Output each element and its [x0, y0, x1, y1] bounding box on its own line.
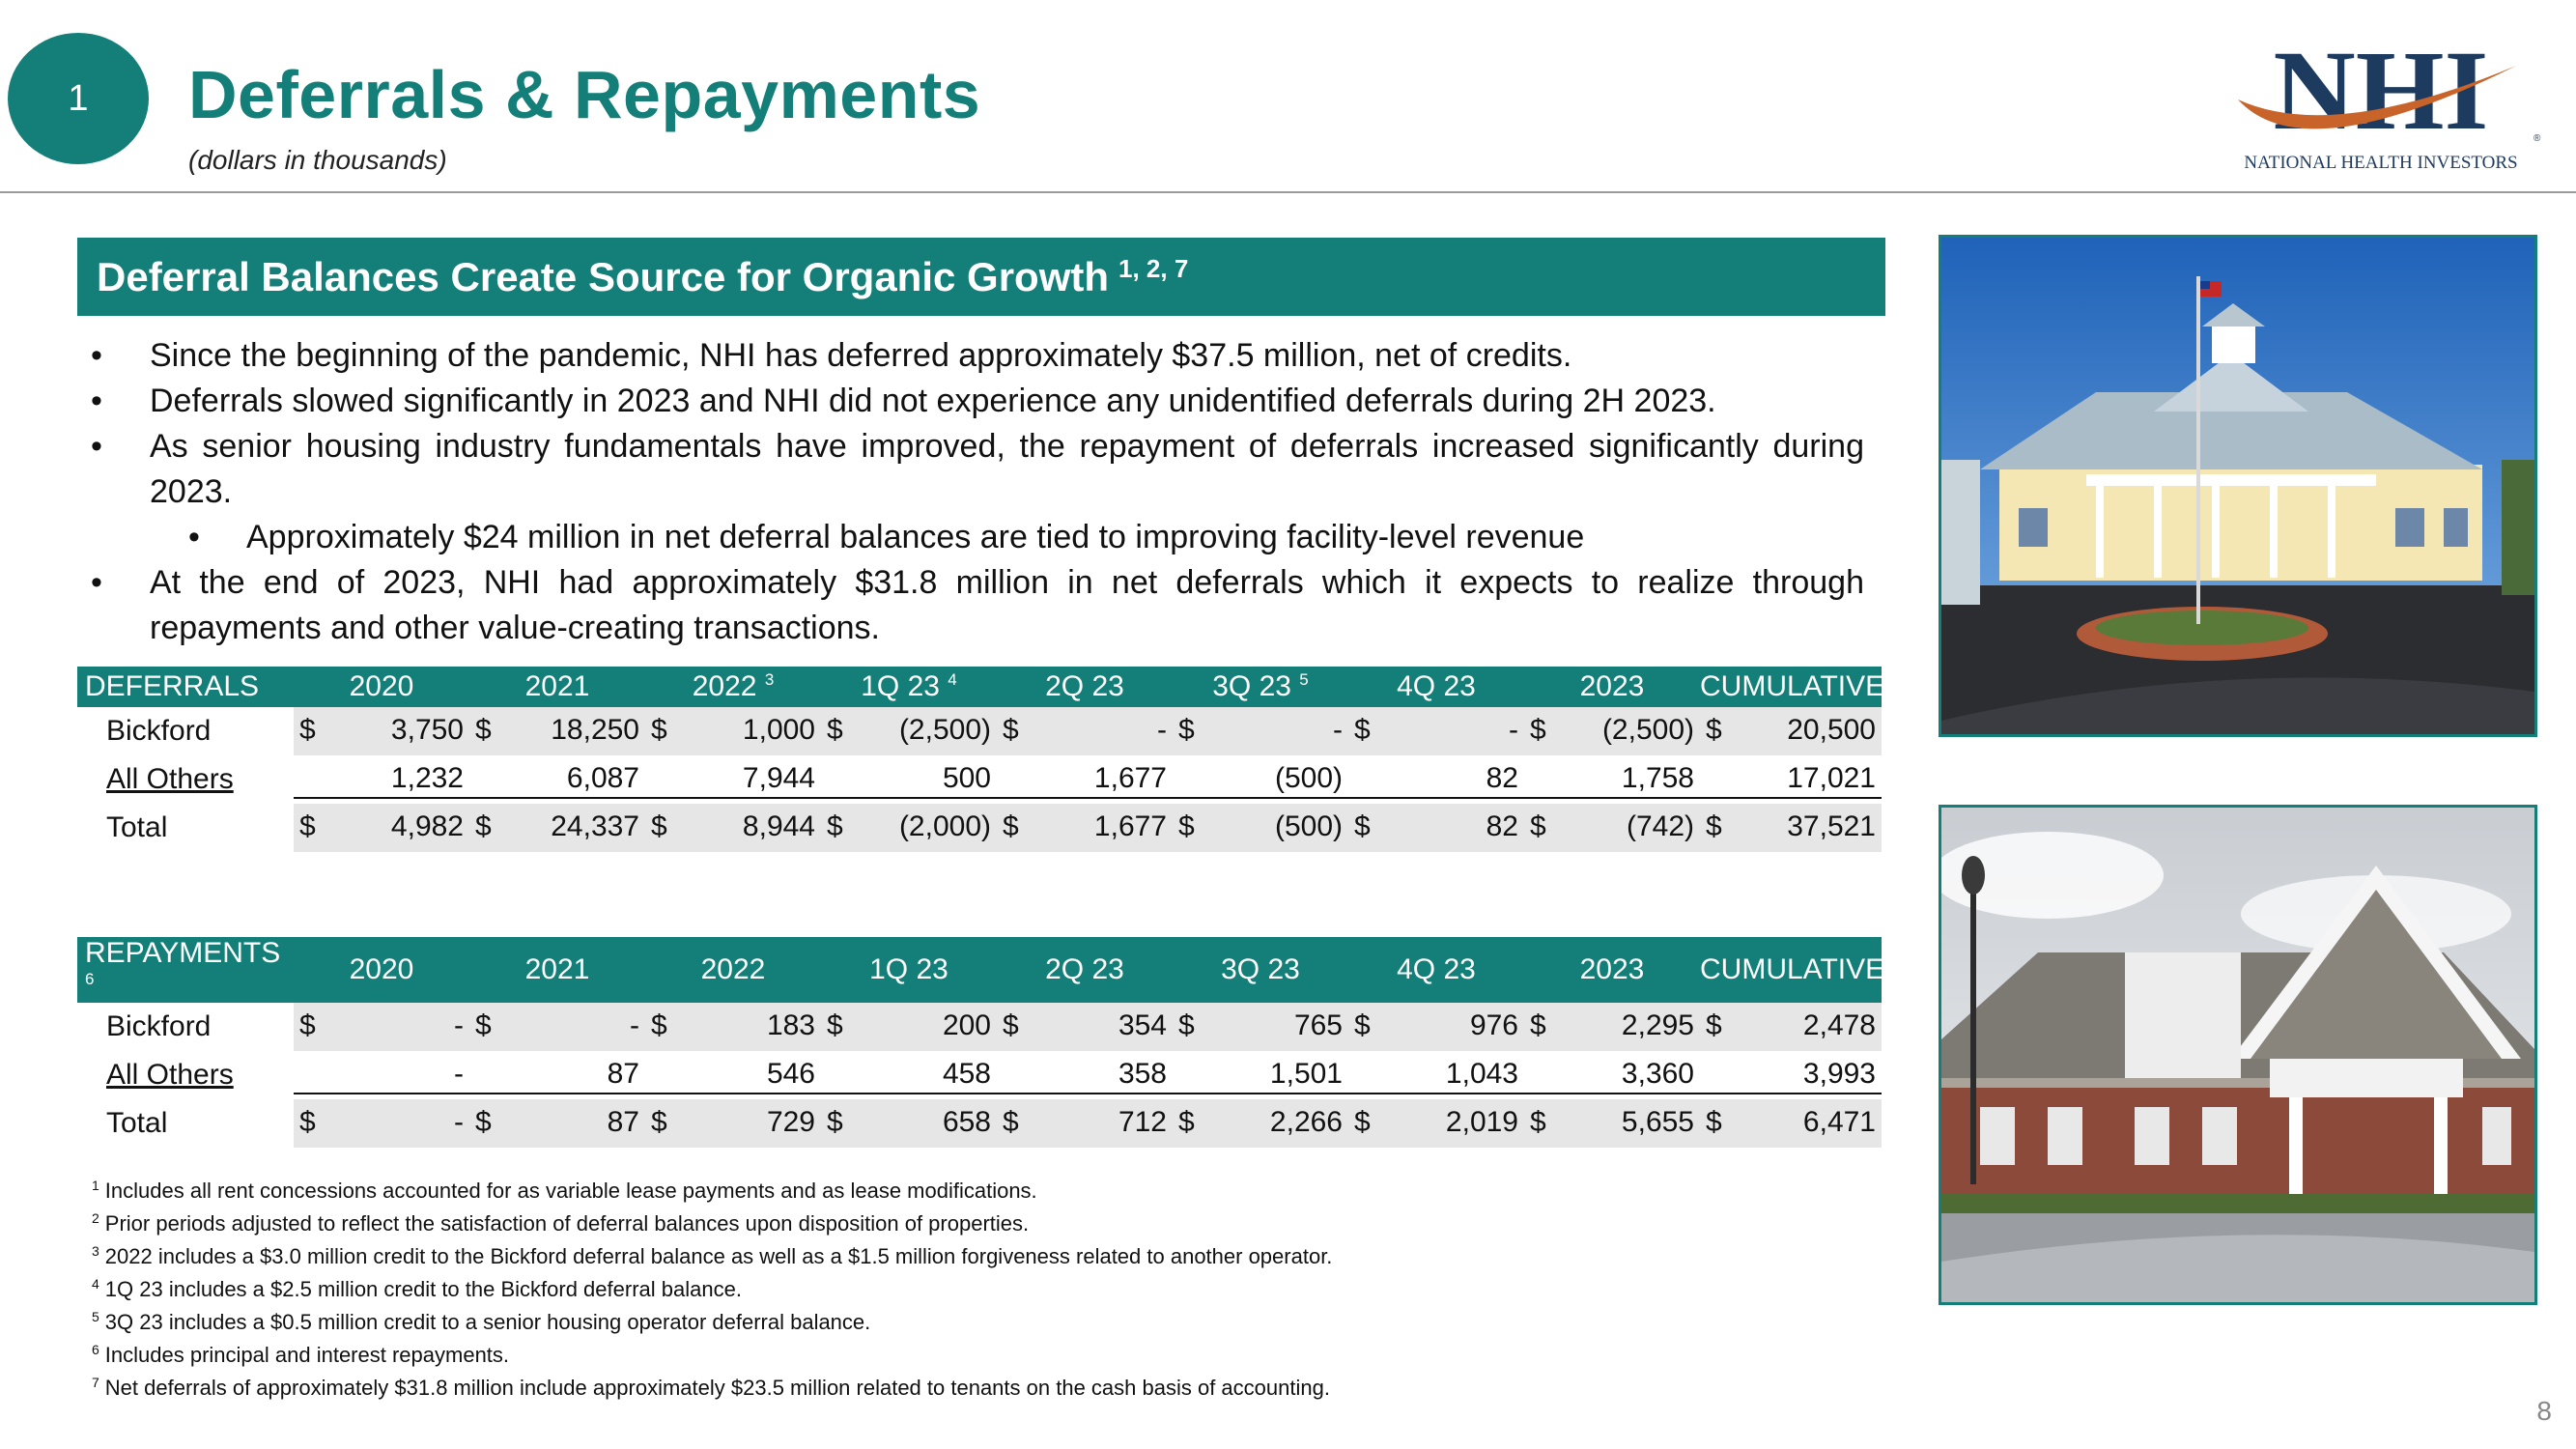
- cell-value: (2,000): [898, 810, 991, 842]
- col-header: 2020: [294, 667, 469, 707]
- value-cell: [821, 1099, 997, 1148]
- bullet-glyph: •: [91, 383, 102, 419]
- value-cell: [997, 755, 1173, 804]
- col-header: 2Q 23: [997, 667, 1173, 707]
- value-cell: [294, 804, 469, 852]
- header-divider: [0, 191, 2576, 193]
- currency-symbol: $: [827, 1106, 843, 1138]
- value-cell: [821, 1051, 997, 1099]
- currency-symbol: $: [1178, 1106, 1195, 1138]
- value-cell: [1700, 1099, 1882, 1148]
- currency-symbol: $: [299, 714, 316, 746]
- logo-letters: NHI: [2273, 27, 2489, 154]
- value-cell: [1524, 755, 1700, 804]
- cell-value: 458: [942, 1058, 991, 1090]
- cell-value: 6,087: [566, 762, 639, 794]
- footnote-number: 3: [92, 1242, 99, 1259]
- bullet-text: At the end of 2023, NHI had approximately $31.8 million in net deferrals which it expects to realize through repayments and other value-creating transactions.: [150, 564, 1864, 646]
- value-cell: [1700, 1051, 1882, 1099]
- deferrals-table: [77, 667, 1885, 852]
- row-label-text: Bickford: [106, 715, 212, 747]
- value-cell: [1348, 1051, 1524, 1099]
- footnote-text: 1Q 23 includes a $2.5 million credit to the Bickford deferral balance.: [104, 1277, 742, 1301]
- bullet-glyph: •: [91, 337, 102, 374]
- currency-symbol: $: [1706, 714, 1722, 746]
- currency-symbol: $: [475, 714, 492, 746]
- row-label-text: All Others: [106, 1059, 234, 1091]
- deferrals-row: [77, 707, 1882, 755]
- footnote-number: 2: [92, 1209, 99, 1226]
- cell-value: 2,295: [1621, 1009, 1694, 1041]
- page-subtitle: (dollars in thousands): [188, 145, 447, 175]
- value-cell: [645, 1051, 821, 1099]
- cell-value: 1,501: [1269, 1058, 1343, 1090]
- cell-value: (2,500): [898, 714, 991, 746]
- value-cell: [1173, 1099, 1348, 1148]
- currency-symbol: $: [299, 1009, 316, 1041]
- cell-value: 4,982: [390, 810, 464, 842]
- cell-value: 1,677: [1093, 762, 1167, 794]
- col-header: 2023: [1524, 667, 1700, 707]
- currency-symbol: $: [299, 810, 316, 842]
- footnote-text: Prior periods adjusted to reflect the satisfaction of deferral balances upon disposition of properties.: [104, 1211, 1030, 1236]
- footnote-text: Net deferrals of approximately $31.8 million include approximately $23.5 million related to tenants on the cash basis of accounting.: [104, 1376, 1330, 1400]
- row-label: [77, 755, 294, 804]
- value-cell: [294, 1003, 469, 1051]
- currency-symbol: $: [1354, 714, 1371, 746]
- footnote-text: 3Q 23 includes a $0.5 million credit to a senior housing operator deferral balance.: [104, 1310, 871, 1334]
- value-cell: [821, 1003, 997, 1051]
- cell-value: (500): [1274, 810, 1343, 842]
- row-label-text: Total: [106, 1107, 168, 1139]
- cell-value: -: [454, 1106, 464, 1138]
- bullet-text: Deferrals slowed significantly in 2023 and NHI did not experience any unidentified deferrals during 2H 2023.: [150, 383, 1716, 419]
- value-cell: [645, 1003, 821, 1051]
- cell-value: 500: [942, 762, 991, 794]
- value-cell: [997, 1003, 1173, 1051]
- value-cell: [1524, 1051, 1700, 1099]
- cell-value: 2,019: [1445, 1106, 1518, 1138]
- value-cell: [1173, 804, 1348, 852]
- facility-photo-1: [1939, 235, 2537, 737]
- value-cell: [821, 804, 997, 852]
- bullet-text: As senior housing industry fundamentals have improved, the repayment of deferrals increased significantly during 2023.: [150, 428, 1864, 510]
- currency-symbol: $: [827, 714, 843, 746]
- cell-value: -: [1157, 714, 1167, 746]
- currency-symbol: $: [1530, 1106, 1546, 1138]
- cell-value: -: [1509, 714, 1518, 746]
- currency-symbol: $: [1530, 1009, 1546, 1041]
- row-label: [77, 1003, 294, 1051]
- value-cell: [1173, 1051, 1348, 1099]
- value-cell: [997, 1099, 1173, 1148]
- bullet-item: [77, 379, 1864, 424]
- value-cell: [294, 1099, 469, 1148]
- currency-symbol: $: [1706, 1106, 1722, 1138]
- value-cell: [1524, 1099, 1700, 1148]
- value-cell: [1700, 1003, 1882, 1051]
- footnote: [92, 1208, 1332, 1240]
- footnote-number: 4: [92, 1275, 99, 1292]
- cell-value: 5,655: [1621, 1106, 1694, 1138]
- value-cell: [469, 1003, 645, 1051]
- row-label-text: Total: [106, 811, 168, 843]
- cell-value: 354: [1118, 1009, 1167, 1041]
- currency-symbol: $: [1354, 810, 1371, 842]
- value-cell: [1348, 755, 1524, 804]
- cell-value: (500): [1274, 762, 1343, 794]
- repayments-row: [77, 1003, 1882, 1051]
- col-header: 4Q 23: [1348, 667, 1524, 707]
- value-cell: [469, 1051, 645, 1099]
- cell-value: 765: [1293, 1009, 1343, 1041]
- cell-value: 6,471: [1802, 1106, 1876, 1138]
- repayments-row: [77, 1051, 1882, 1099]
- col-header: 1Q 23 $^4$: [821, 667, 997, 707]
- repayments-label: REPAYMENTS $^6$: [77, 937, 294, 1003]
- currency-symbol: $: [827, 810, 843, 842]
- cell-value: 3,360: [1621, 1058, 1694, 1090]
- cell-value: 712: [1118, 1106, 1167, 1138]
- footnote-text: Includes all rent concessions accounted for as variable lease payments and as lease modifications.: [104, 1179, 1037, 1203]
- footnote-number: 1: [92, 1177, 99, 1193]
- cell-value: 1,000: [742, 714, 815, 746]
- bullet-item: [77, 560, 1864, 651]
- footnote: [92, 1372, 1332, 1405]
- deferrals-label: DEFERRALS: [77, 667, 294, 707]
- currency-symbol: $: [475, 1009, 492, 1041]
- value-cell: [294, 1051, 469, 1099]
- col-header: 2022: [645, 937, 821, 1003]
- banner-text: Deferral Balances Create Source for Organic Growth: [97, 253, 1110, 299]
- col-header: 4Q 23: [1348, 937, 1524, 1003]
- value-cell: [469, 755, 645, 804]
- footnote-number: 7: [92, 1374, 99, 1390]
- bullet-glyph: •: [188, 519, 200, 555]
- cell-value: 358: [1118, 1058, 1167, 1090]
- currency-symbol: $: [1706, 1009, 1722, 1041]
- currency-symbol: $: [651, 1009, 667, 1041]
- value-cell: [1700, 755, 1882, 804]
- row-label-text: All Others: [106, 763, 234, 795]
- cell-value: 82: [1486, 762, 1518, 794]
- deferrals-row: [77, 804, 1882, 852]
- currency-symbol: $: [1178, 810, 1195, 842]
- currency-symbol: $: [651, 714, 667, 746]
- cell-value: 1,043: [1445, 1058, 1518, 1090]
- cell-value: 87: [607, 1058, 639, 1090]
- value-cell: [1348, 804, 1524, 852]
- cell-value: 2,478: [1802, 1009, 1876, 1041]
- currency-symbol: $: [475, 1106, 492, 1138]
- nhi-logo-graphic: [2226, 27, 2545, 172]
- bullet-item: [77, 333, 1864, 379]
- value-cell: [1524, 804, 1700, 852]
- sub-bullet-item: [77, 515, 1864, 560]
- value-cell: [1348, 707, 1524, 755]
- col-header: 3Q 23: [1173, 937, 1348, 1003]
- repayments-row: [77, 1099, 1882, 1148]
- logo-tagline: NATIONAL HEALTH INVESTORS: [2244, 153, 2518, 172]
- cell-value: 82: [1486, 810, 1518, 842]
- bullet-text: Approximately $24 million in net deferral balances are tied to improving facility-level revenue: [246, 519, 1585, 555]
- cell-value: 2,266: [1269, 1106, 1343, 1138]
- col-header: 2021: [469, 937, 645, 1003]
- cell-value: 729: [766, 1106, 815, 1138]
- value-cell: [821, 755, 997, 804]
- currency-symbol: $: [1003, 714, 1019, 746]
- row-label: [77, 1051, 294, 1099]
- cell-value: (2,500): [1601, 714, 1694, 746]
- currency-symbol: $: [651, 1106, 667, 1138]
- section-banner: [77, 238, 1885, 316]
- cell-value: 3,993: [1802, 1058, 1876, 1090]
- currency-symbol: $: [827, 1009, 843, 1041]
- cell-value: 1,677: [1093, 810, 1167, 842]
- currency-symbol: $: [1354, 1106, 1371, 1138]
- row-label: [77, 1099, 294, 1148]
- value-cell: [645, 707, 821, 755]
- currency-symbol: $: [1530, 810, 1546, 842]
- currency-symbol: $: [1003, 810, 1019, 842]
- cell-value: 20,500: [1787, 714, 1876, 746]
- cell-value: 183: [766, 1009, 815, 1041]
- cell-value: 17,021: [1787, 762, 1876, 794]
- footnote: [92, 1240, 1332, 1273]
- cell-value: 976: [1469, 1009, 1518, 1041]
- value-cell: [1173, 1003, 1348, 1051]
- cell-value: -: [454, 1058, 464, 1090]
- value-cell: [294, 755, 469, 804]
- value-cell: [1173, 707, 1348, 755]
- facility-photo-1-illustration: [1941, 238, 2534, 734]
- col-header: 2021: [469, 667, 645, 707]
- footnote-number: 5: [92, 1308, 99, 1324]
- facility-photo-2: [1939, 805, 2537, 1305]
- footnotes: [92, 1175, 1332, 1405]
- currency-symbol: $: [475, 810, 492, 842]
- value-cell: [821, 707, 997, 755]
- cell-value: 7,944: [742, 762, 815, 794]
- slide-number-badge: 1: [8, 33, 149, 164]
- footnote-text: 2022 includes a $3.0 million credit to the Bickford deferral balance as well as a $1.5 million forgiveness related to another operator.: [104, 1244, 1333, 1268]
- nhi-logo: [2226, 27, 2545, 172]
- row-label: [77, 804, 294, 852]
- cell-value: 24,337: [551, 810, 639, 842]
- value-cell: [997, 804, 1173, 852]
- value-cell: [1524, 707, 1700, 755]
- cell-value: 37,521: [1787, 810, 1876, 842]
- banner-footnote-refs: 1, 2, 7: [1118, 254, 1189, 283]
- cell-value: 3,750: [390, 714, 464, 746]
- value-cell: [997, 707, 1173, 755]
- cell-value: (742): [1626, 810, 1694, 842]
- value-cell: [1348, 1003, 1524, 1051]
- col-header: 2023: [1524, 937, 1700, 1003]
- value-cell: [645, 755, 821, 804]
- cell-value: -: [630, 1009, 639, 1041]
- col-header: 1Q 23: [821, 937, 997, 1003]
- value-cell: [1524, 1003, 1700, 1051]
- value-cell: [997, 1051, 1173, 1099]
- currency-symbol: $: [1178, 714, 1195, 746]
- cell-value: -: [454, 1009, 464, 1041]
- bullet-item: [77, 424, 1864, 515]
- row-label: [77, 707, 294, 755]
- value-cell: [1173, 755, 1348, 804]
- bullet-list: [77, 333, 1864, 651]
- deferrals-row: [77, 755, 1882, 804]
- currency-symbol: $: [1178, 1009, 1195, 1041]
- col-header: 2Q 23: [997, 937, 1173, 1003]
- bullet-glyph: •: [91, 564, 102, 601]
- currency-symbol: $: [1530, 714, 1546, 746]
- cell-value: 1,232: [390, 762, 464, 794]
- cell-value: 18,250: [551, 714, 639, 746]
- value-cell: [645, 1099, 821, 1148]
- deferrals-header-row: [77, 667, 1882, 707]
- cell-value: 1,758: [1621, 762, 1694, 794]
- currency-symbol: $: [1003, 1009, 1019, 1041]
- footnote-number: 6: [92, 1341, 99, 1357]
- col-header: 2020: [294, 937, 469, 1003]
- value-cell: [294, 707, 469, 755]
- col-header: 3Q 23 $^5$: [1173, 667, 1348, 707]
- bullet-glyph: •: [91, 428, 102, 465]
- value-cell: [1700, 707, 1882, 755]
- page-title: Deferrals & Repayments: [188, 57, 981, 132]
- currency-symbol: $: [1003, 1106, 1019, 1138]
- currency-symbol: $: [1706, 810, 1722, 842]
- col-header: 2022 $^3$: [645, 667, 821, 707]
- repayments-table: [77, 937, 1885, 1148]
- facility-photo-2-illustration: [1941, 808, 2534, 1302]
- value-cell: [1348, 1099, 1524, 1148]
- currency-symbol: $: [651, 810, 667, 842]
- cell-value: 200: [942, 1009, 991, 1041]
- repayments-header-row: [77, 937, 1882, 1003]
- value-cell: [645, 804, 821, 852]
- currency-symbol: $: [299, 1106, 316, 1138]
- footnote: [92, 1273, 1332, 1306]
- value-cell: [469, 804, 645, 852]
- row-label-text: Bickford: [106, 1010, 212, 1042]
- cell-value: 546: [766, 1058, 815, 1090]
- logo-registered-mark: ®: [2534, 133, 2541, 144]
- cell-value: 658: [942, 1106, 991, 1138]
- cell-value: 8,944: [742, 810, 815, 842]
- value-cell: [469, 1099, 645, 1148]
- footnote: [92, 1175, 1332, 1208]
- value-cell: [469, 707, 645, 755]
- footnote: [92, 1339, 1332, 1372]
- cell-value: -: [1333, 714, 1343, 746]
- cell-value: 87: [607, 1106, 639, 1138]
- footnote: [92, 1306, 1332, 1339]
- value-cell: [1700, 804, 1882, 852]
- bullet-text: Since the beginning of the pandemic, NHI has deferred approximately $37.5 million, net of credits.: [150, 337, 1572, 374]
- currency-symbol: $: [1354, 1009, 1371, 1041]
- page-number: 8: [2536, 1396, 2552, 1426]
- footnote-text: Includes principal and interest repayments.: [104, 1343, 510, 1367]
- col-header: CUMULATIVE: [1700, 667, 1882, 707]
- col-header: CUMULATIVE: [1700, 937, 1882, 1003]
